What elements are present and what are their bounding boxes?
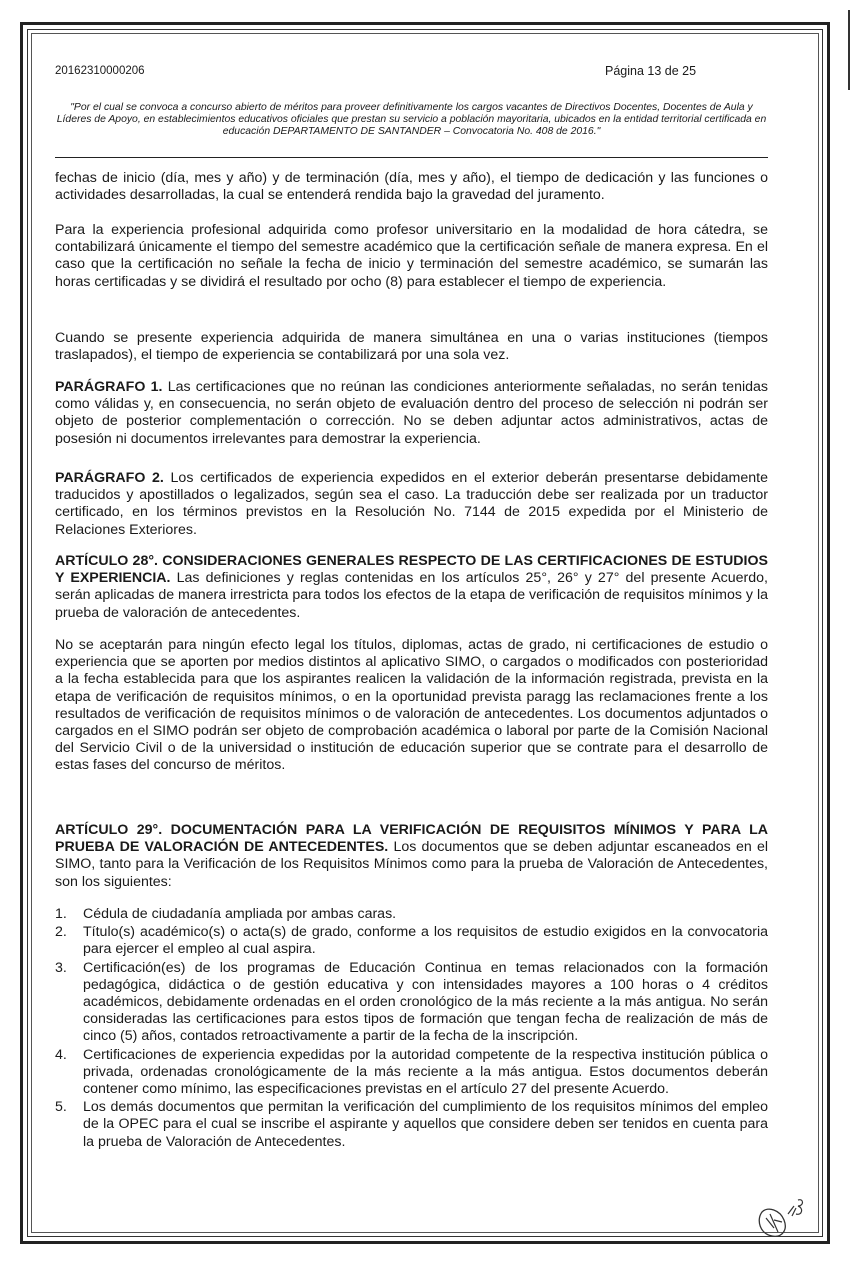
document-id: 20162310000206 — [55, 65, 145, 77]
list-number: 1. — [55, 906, 67, 922]
list-number: 3. — [55, 959, 67, 976]
list-text: Certificación(es) de los programas de Educación Continua en temas relacionados con la formación pedagógica, didáctica o de gestión educativa y con intensidades mayores a 100 horas o 4 créditos académicos, debidamente ordenadas en el orden cronológico de la más reciente a la más antigua. No serán consideradas las certificaciones para estos tipos de formación que tengan fecha de realización de más de cinco (5) años, contados retroactivamente a partir de la fecha de la inscripción. — [83, 959, 768, 1045]
document-subtitle: "Por el cual se convoca a concurso abierto de méritos para proveer definitivamente los cargos vacantes de Directivos Docentes, Docentes de Aula y Líderes de Apoyo, en establecimientos educativos oficiales que prestan su servicio a población mayoritaria, ubicados en la entidad territorial certificada en educación DEPARTAMENTO DE SANTANDER – Convocatoria No. 408 de 2016." — [56, 102, 767, 137]
paragraph-paragrafo-2 — [55, 470, 768, 539]
paragrafo-2-text: Los certificados de experiencia expedidos en el exterior deberán presentarse debidamente traducidos y apostillados o legalizados, según sea el caso. La traducción debe ser realizada por un traductor certificado, en los términos previstos en la Resolución No. 7144 de 2015 expedida por el Ministerio de Relaciones Exteriores. — [55, 470, 768, 538]
paragrafo-1-text: Las certificaciones que no reúnan las condiciones anteriormente señaladas, no serán tenidas como válidas y, en consecuencia, no serán objeto de evaluación dentro del proceso de selección ni podrán ser objeto de posterior complementación o corrección. No se deben adjuntar actos administrativos, actas de posesión ni documentos irrelevantes para demostrar la experiencia. — [55, 379, 768, 447]
list-item — [55, 1099, 768, 1151]
paragraph: No se aceptarán para ningún efecto legal los títulos, diplomas, actas de grado, ni certificaciones de estudio o experiencia que se aporten por medios distintos al aplicativo SIMO, o cargados o modificados con posterioridad a la fecha establecida para que los aspirantes realicen la validación de la información registrada, prevista en la etapa de verificación de requisitos mínimos, o en la oportunidad prevista paragg las reclamaciones frente a los resultados de verificación de requisitos mínimos o de valoración de antecedentes. Los documentos adjuntados o cargados en el SIMO podrán ser objeto de comprobación académica o laboral por parte de la Comisión Nacional del Servicio Civil o de la universidad o institución de educación superior que se contrate para el desarrollo de estas fases del concurso de méritos. — [55, 637, 768, 774]
paragraph: fechas de inicio (día, mes y año) y de terminación (día, mes y año), el tiempo de dedicación y las funciones o actividades desarrolladas, la cual se entenderá rendida bajo la gravedad del juramento. — [55, 170, 768, 204]
article-28 — [55, 553, 768, 622]
list-item — [55, 906, 768, 923]
article-28-text: Las definiciones y reglas contenidas en los artículos 25°, 26° y 27° del presente Acuerdo, serán aplicadas de manera irrestricta para todos los efectos de la etapa de verificación de requisitos mínimos y la prueba de valoración de antecedentes. — [55, 570, 768, 621]
article-29-text: Los documentos que se deben adjuntar escaneados en el SIMO, tanto para la Verificación de los Requisitos Mínimos como para la prueba de Valoración de Antecedentes, son los siguientes: — [55, 839, 768, 890]
header-divider — [55, 157, 768, 158]
list-item — [55, 924, 768, 958]
handwritten-initials-signature — [752, 1192, 808, 1240]
list-item — [55, 1047, 768, 1099]
list-number: 4. — [55, 1046, 67, 1063]
paragraph: Cuando se presente experiencia adquirida de manera simultánea en una o varias instituciones (tiempos traslapados), el tiempo de experiencia se contabilizará por una sola vez. — [55, 330, 768, 364]
list-item — [55, 960, 768, 1046]
paragrafo-2-title: PARÁGRAFO 2. — [55, 470, 164, 486]
document-list — [55, 906, 768, 1151]
list-text: Título(s) académico(s) o acta(s) de grado, conforme a los requisitos de estudio exigidos en la convocatoria para ejercer el empleo al cual aspira. — [83, 924, 768, 958]
paragraph: Para la experiencia profesional adquirida como profesor universitario en la modalidad de hora cátedra, se contabilizará únicamente el tiempo del semestre académico que la certificación señale de manera expresa. En el caso que la certificación no señale la fecha de inicio y terminación del semestre académico, se sumarán las horas certificadas y se dividirá el resultado por ocho (8) para establecer el tiempo de experiencia. — [55, 222, 768, 290]
article-29-title: ARTÍCULO 29°. DOCUMENTACIÓN PARA LA VERIFICACIÓN DE REQUISITOS MÍNIMOS Y PARA LA PRUEBA DE VALORACIÓN DE ANTECEDENTES. — [55, 822, 768, 856]
list-number: 2. — [55, 924, 67, 941]
paragraph-paragrafo-1 — [55, 379, 768, 448]
list-text: Cédula de ciudadanía ampliada por ambas caras. — [83, 906, 397, 922]
paragrafo-1-title: PARÁGRAFO 1. — [55, 379, 163, 395]
page-number: Página 13 de 25 — [605, 64, 697, 78]
scan-edge-mark — [848, 10, 850, 90]
article-28-title: ARTÍCULO 28°. CONSIDERACIONES GENERALES RESPECTO DE LAS CERTIFICACIONES DE ESTUDIOS Y EXPERIENCIA. — [55, 553, 768, 587]
list-number: 5. — [55, 1099, 67, 1116]
list-text: Los demás documentos que permitan la verificación del cumplimiento de los requisitos mínimos del empleo de la OPEC para el cual se inscribe el aspirante y aquellos que considere deben ser tenidos en cuenta para la prueba de Valoración de Antecedentes. — [83, 1099, 768, 1150]
article-29 — [55, 822, 768, 891]
list-text: Certificaciones de experiencia expedidas por la autoridad competente de la respectiva institución pública o privada, ordenadas cronológicamente de la más reciente a la más antigua. Estos documentos deberán contener como mínimo, las especificaciones previstas en el artículo 27 del presente Acuerdo. — [83, 1046, 768, 1098]
